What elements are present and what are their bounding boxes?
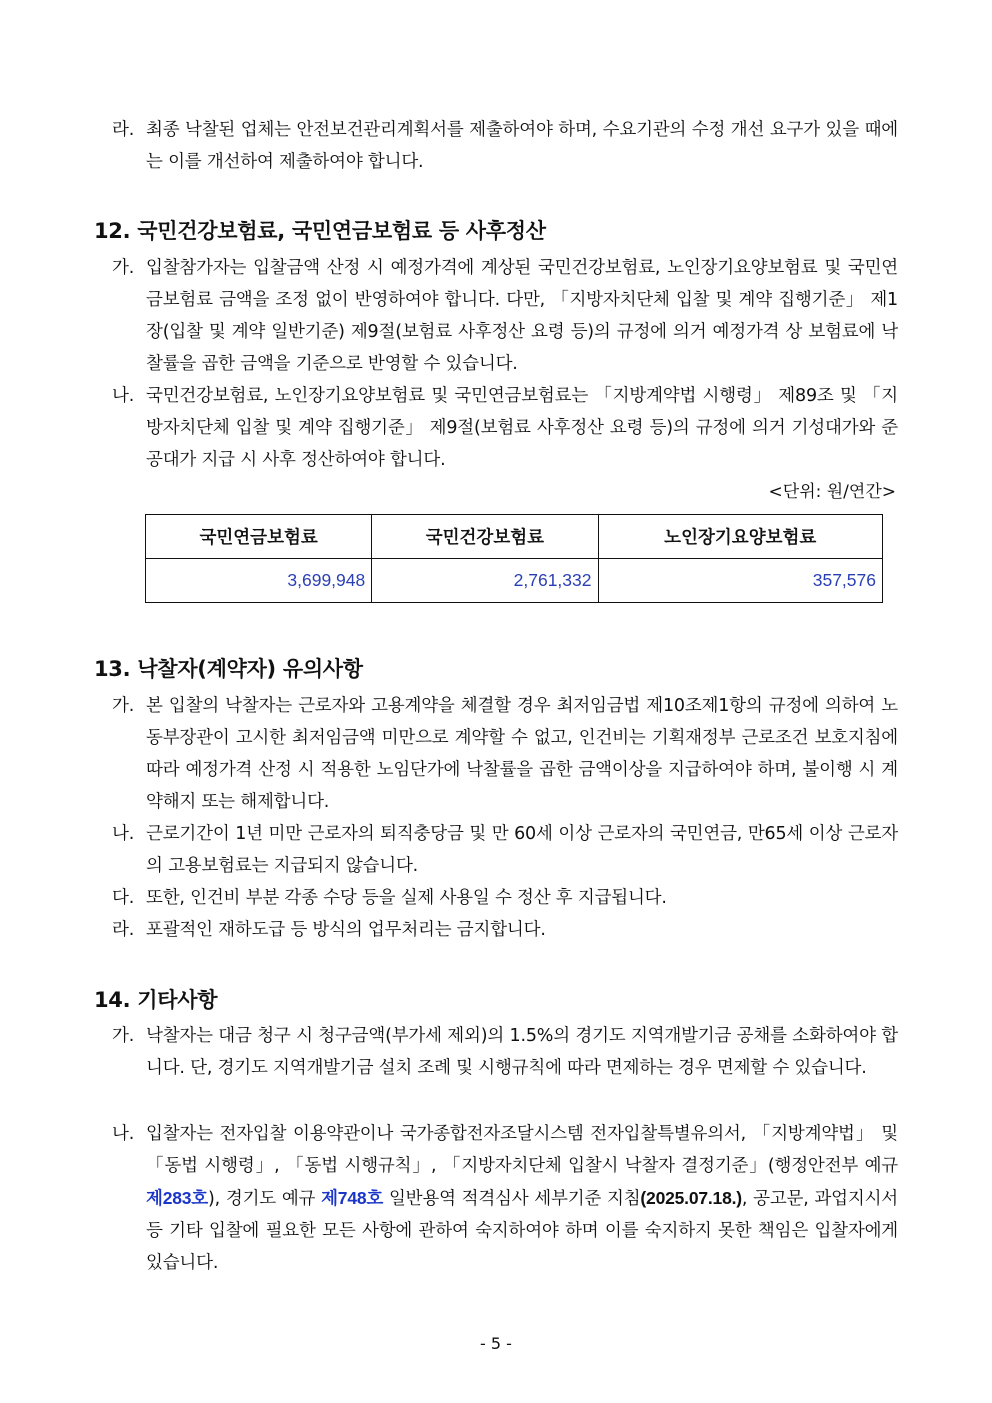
item-marker: 가. [112, 696, 135, 716]
value-national-health: 2,761,332 [372, 559, 598, 603]
item-text: 입찰참가자는 입찰금액 산정 시 예정가격에 계상된 국민건강보험료, 노인장기요양보험료 및 국민연금보험료 금액을 조정 없이 반영하여야 합니다. 다만, 「지방자치단체 입찰 및 계약 집행기준」 제1장(입찰 및 계약 일반기준) 제9절(보험료 사후정산 요령 등)의 규정에 의거 예정가격 상 보험료에 낙찰률을 곱한 금액을 기준으로 반영할 수 있습니다. [146, 258, 898, 374]
section-14-heading: 14. 기타사항 [94, 988, 218, 1012]
text-part: ), 경기도 예규 [208, 1189, 322, 1209]
sec13-item-ga [112, 690, 898, 818]
item-marker: 나. [112, 1124, 135, 1144]
text-part: 입찰자는 전자입찰 이용약관이나 국가종합전자조달시스템 전자입찰특별유의서, 「지방계약법」 및 「동법 시행령」, 「동법 시행규칙」, 「지방자치단체 입찰시 낙찰자 결정기준」(행정안전부 예규 [146, 1124, 898, 1176]
sec13-item-na [112, 818, 898, 882]
item-text: 국민건강보험료, 노인장기요양보험료 및 국민연금보험료는 「지방계약법 시행령」 제89조 및 「지방자치단체 입찰 및 계약 집행기준」 제9절(보험료 사후정산 요령 등)의 규정에 의거 기성대가와 준공대가 지급 시 사후 정산하여야 합니다. [146, 386, 898, 470]
value-national-pension: 3,699,948 [146, 559, 372, 603]
header-long-term-care: 노인장기요양보험료 [598, 515, 883, 559]
item-marker: 나. [112, 824, 135, 844]
sec12-item-na [112, 380, 898, 476]
page-number: - 5 - [480, 1334, 512, 1353]
item-text: 본 입찰의 낙찰자는 근로자와 고용계약을 체결할 경우 최저임금법 제10조제1항의 규정에 의하여 노동부장관이 고시한 최저임금액 미만으로 계약할 수 없고, 인건비는 기획재정부 근로조건 보호지침에 따라 예정가격 산정 시 적용한 노임단가에 낙찰률을 곱한 금액이상을 지급하여야 하며, 불이행 시 계약해지 또는 해제합니다. [146, 696, 898, 812]
table-header-row [146, 515, 883, 559]
text-part: 일반용역 적격심사 세부기준 지침 [383, 1189, 641, 1209]
sec13-item-ra [112, 914, 898, 946]
item-marker: 라. [112, 920, 135, 940]
item-text: 근로기간이 1년 미만 근로자의 퇴직충당금 및 만 60세 이상 근로자의 국민연금, 만65세 이상 근로자의 고용보험료는 지급되지 않습니다. [146, 824, 898, 876]
header-national-pension: 국민연금보험료 [146, 515, 372, 559]
sec14-item-na [112, 1118, 898, 1279]
value-long-term-care: 357,576 [598, 559, 883, 603]
sec11-item-ra [112, 114, 898, 178]
item-text: 낙찰자는 대금 청구 시 청구금액(부가세 제외)의 1.5%의 경기도 지역개발기금 공채를 소화하여야 합니다. 단, 경기도 지역개발기금 설치 조례 및 시행규칙에 따라 면제하는 경우 면제할 수 있습니다. [146, 1026, 898, 1078]
item-text: 또한, 인건비 부분 각종 수당 등을 실제 사용일 수 정산 후 지급됩니다. [146, 888, 667, 908]
item-marker: 가. [112, 258, 135, 278]
section-12-heading: 12. 국민건강보험료, 국민연금보험료 등 사후정산 [94, 219, 546, 243]
item-marker: 가. [112, 1026, 135, 1046]
item-text: 포괄적인 재하도급 등 방식의 업무처리는 금지합니다. [146, 920, 546, 940]
header-national-health: 국민건강보험료 [372, 515, 598, 559]
section-13-heading: 13. 낙찰자(계약자) 유의사항 [94, 657, 363, 681]
item-text [146, 1118, 898, 1279]
sec12-item-ga [112, 252, 898, 380]
item-marker: 라. [112, 120, 135, 140]
guideline-date: (2025.07.18.) [640, 1188, 742, 1208]
insurance-premium-table [145, 514, 883, 603]
item-marker: 다. [112, 888, 135, 908]
text-part: , 공고문, 과업지시서 등 기타 입찰에 필요한 모든 사항에 관하여 숙지하여야 하며 이를 숙지하지 못한 책임은 입찰자에게 있습니다. [146, 1189, 898, 1273]
unit-label: <단위: 원/연간> [768, 482, 896, 502]
item-text: 최종 낙찰된 업체는 안전보건관리계획서를 제출하여야 하며, 수요기관의 수정 개선 요구가 있을 때에는 이를 개선하여 제출하여야 합니다. [146, 120, 898, 172]
sec13-item-da [112, 882, 898, 914]
item-marker: 나. [112, 386, 135, 406]
sec14-item-ga [112, 1020, 898, 1084]
regulation-ref-748: 제748호 [321, 1188, 384, 1208]
regulation-ref-283: 제283호 [146, 1188, 209, 1208]
table-row [146, 559, 883, 603]
